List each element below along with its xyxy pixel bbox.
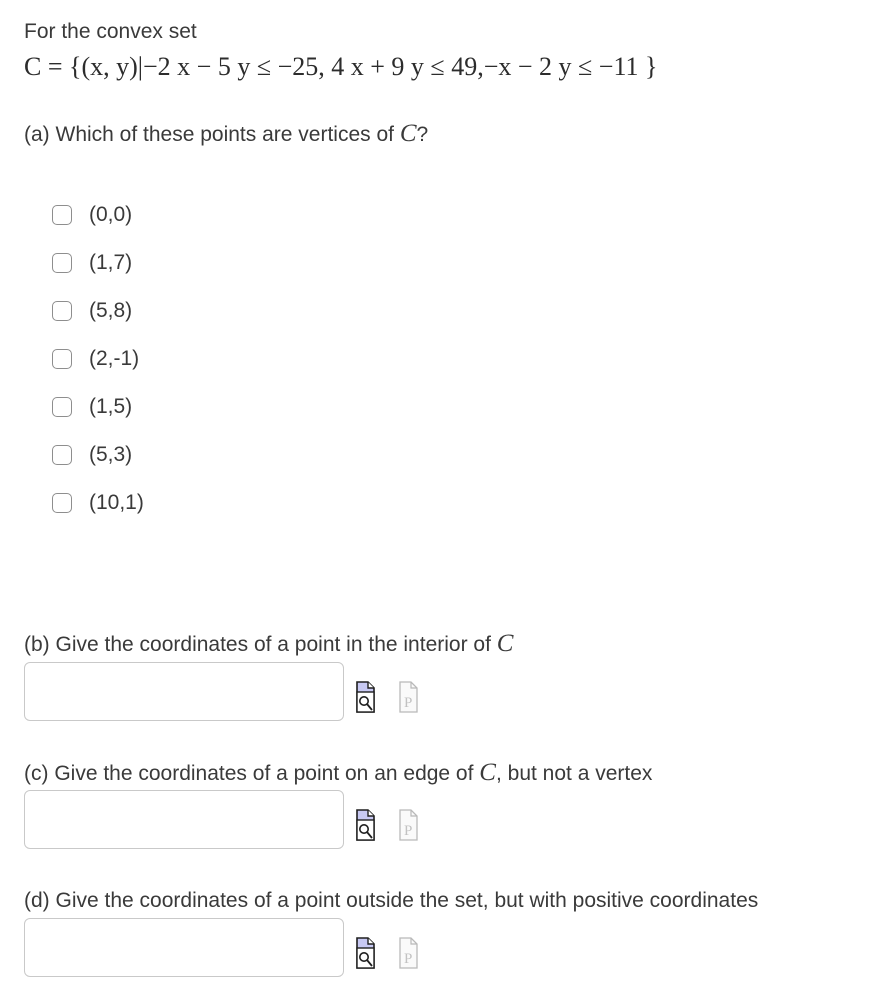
- option-row[interactable]: [52, 488, 144, 518]
- option-row[interactable]: [52, 296, 132, 326]
- math-symbol-c: C: [496, 630, 514, 657]
- part-c-prompt: [24, 760, 652, 787]
- option-label: (1,5): [89, 395, 133, 418]
- part-d-answer-input[interactable]: [24, 918, 344, 977]
- option-checkbox[interactable]: [52, 397, 72, 417]
- option-row[interactable]: [52, 200, 132, 230]
- option-label: (10,1): [89, 491, 144, 514]
- set-definition: C = {(x, y)|−2 x − 5 y ≤ −25, 4 x + 9 y ≤ 49,−x − 2 y ≤ −11 }: [24, 52, 658, 81]
- option-checkbox[interactable]: [52, 493, 72, 513]
- part-b-prompt-text: (b) Give the coordinates of a point in the interior of: [24, 633, 497, 656]
- part-a-prompt-suffix: ?: [416, 123, 429, 146]
- part-c-prompt-text: (c) Give the coordinates of a point on an edge of: [24, 762, 480, 785]
- option-row[interactable]: [52, 440, 132, 470]
- part-b-answer-input[interactable]: [24, 662, 344, 721]
- preview-answer-icon[interactable]: [354, 680, 376, 714]
- equation-help-icon[interactable]: [397, 680, 419, 714]
- part-b-prompt: [24, 631, 513, 658]
- option-checkbox[interactable]: [52, 205, 72, 225]
- equation-help-icon[interactable]: [397, 936, 419, 970]
- option-checkbox[interactable]: [52, 349, 72, 369]
- part-d-prompt: (d) Give the coordinates of a point outside the set, but with positive coordinates: [24, 889, 759, 912]
- problem-intro: For the convex set: [24, 20, 197, 43]
- preview-answer-icon[interactable]: [354, 936, 376, 970]
- option-label: (0,0): [89, 203, 133, 226]
- option-checkbox[interactable]: [52, 253, 72, 273]
- option-label: (2,-1): [89, 347, 140, 370]
- option-label: (1,7): [89, 251, 133, 274]
- part-c-answer-input[interactable]: [24, 790, 344, 849]
- math-symbol-c: C: [399, 120, 417, 147]
- option-label: (5,8): [89, 299, 133, 322]
- option-row[interactable]: [52, 344, 139, 374]
- option-checkbox[interactable]: [52, 301, 72, 321]
- option-checkbox[interactable]: [52, 445, 72, 465]
- math-symbol-c: C: [479, 759, 496, 786]
- part-a-prompt: [24, 121, 428, 148]
- part-a-prompt-text: (a) Which of these points are vertices of: [24, 123, 400, 146]
- equation-help-icon[interactable]: [397, 808, 419, 842]
- option-row[interactable]: [52, 248, 132, 278]
- preview-answer-icon[interactable]: [354, 808, 376, 842]
- part-c-prompt-suffix: , but not a vertex: [495, 762, 653, 785]
- option-label: (5,3): [89, 443, 133, 466]
- option-row[interactable]: [52, 392, 132, 422]
